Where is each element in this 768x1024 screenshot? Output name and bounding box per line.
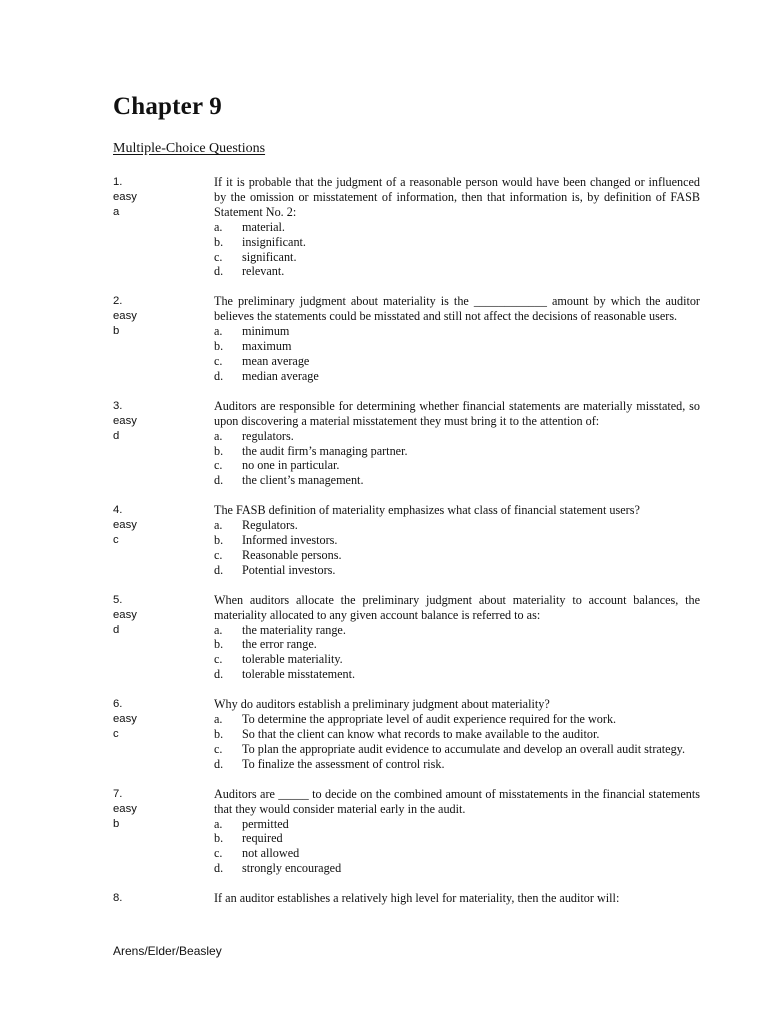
question-body: [214, 399, 700, 488]
answer-option: [214, 444, 700, 459]
question-difficulty: easy: [113, 802, 137, 815]
option-text: the error range.: [242, 637, 317, 652]
answer-option: [214, 518, 700, 533]
question-answer: d: [113, 623, 120, 636]
option-letter: c.: [214, 652, 223, 667]
option-text: no one in particular.: [242, 458, 340, 473]
option-text: tolerable materiality.: [242, 652, 343, 667]
option-text: minimum: [242, 324, 290, 339]
question-body: [214, 593, 700, 682]
section-heading: Multiple-Choice Questions: [113, 141, 266, 156]
question-item: [113, 175, 701, 279]
option-letter: b.: [214, 727, 224, 741]
question-number: 6.: [113, 698, 123, 711]
answer-option: [214, 235, 700, 250]
option-letter: c.: [214, 353, 223, 368]
page-footer: Arens/Elder/Beasley: [113, 944, 222, 958]
answer-option: [214, 458, 700, 473]
answer-option: [214, 548, 700, 563]
question-number: 7.: [113, 787, 123, 800]
answer-option: [214, 712, 700, 727]
answer-option: [214, 623, 700, 638]
question-answer: b: [113, 325, 120, 338]
option-text: insignificant.: [242, 234, 306, 249]
option-letter: b.: [214, 637, 224, 652]
answer-option: [214, 817, 700, 832]
question-meta: [113, 175, 203, 220]
option-text: relevant.: [242, 264, 285, 279]
question-difficulty: easy: [113, 713, 137, 726]
question-meta: [113, 593, 203, 638]
question-answer: d: [113, 429, 120, 442]
option-text: the audit firm’s managing partner.: [242, 443, 408, 458]
option-letter: b.: [214, 443, 224, 458]
answer-option: [214, 861, 700, 876]
question-difficulty: easy: [113, 414, 137, 427]
option-text: Reasonable persons.: [242, 547, 342, 562]
answer-option: [214, 339, 700, 354]
option-letter: b.: [214, 831, 224, 846]
option-letter: a.: [214, 428, 223, 443]
option-text: not allowed: [242, 846, 300, 861]
answer-option: [214, 846, 700, 861]
answer-option: [214, 220, 700, 235]
question-stem: When auditors allocate the preliminary judgment about materiality to account balances, the materiality allocated to any given account balance is referred to as:: [214, 592, 700, 622]
question-item: [113, 294, 701, 383]
question-meta: [113, 697, 203, 742]
question-body: [214, 697, 700, 772]
answer-option: [214, 533, 700, 548]
question-meta: [113, 787, 203, 832]
question-meta: [113, 503, 203, 548]
option-text: To plan the appropriate audit evidence to accumulate and develop an overall audit strategy.: [242, 741, 686, 756]
question-difficulty: easy: [113, 310, 137, 323]
answer-option: [214, 667, 700, 682]
option-text: required: [242, 831, 283, 846]
answer-option: [214, 563, 700, 578]
question-item: [113, 399, 701, 488]
question-item: [113, 787, 701, 876]
option-letter: d.: [214, 756, 224, 771]
question-stem: The FASB definition of materiality emphasizes what class of financial statement users?: [214, 503, 640, 518]
option-letter: d.: [214, 861, 224, 876]
option-letter: d.: [214, 264, 224, 279]
question-difficulty: [113, 906, 203, 921]
option-text: strongly encouraged: [242, 861, 342, 876]
option-text: maximum: [242, 339, 292, 354]
option-text: the client’s management.: [242, 473, 364, 488]
option-text: To determine the appropriate level of audit experience required for the work.: [242, 712, 617, 727]
question-body: [214, 891, 700, 906]
question-meta: [113, 891, 203, 936]
answer-option: [214, 652, 700, 667]
option-letter: b.: [214, 234, 224, 249]
question-difficulty: easy: [113, 519, 137, 532]
question-answer: [113, 921, 203, 936]
option-letter: a.: [214, 324, 223, 339]
question-answer: a: [113, 205, 120, 218]
option-letter: c.: [214, 547, 223, 562]
option-letter: d.: [214, 473, 224, 488]
chapter-title: Chapter 9: [113, 93, 222, 120]
question-meta: [113, 399, 203, 444]
answer-option: [214, 429, 700, 444]
option-letter: c.: [214, 458, 223, 473]
question-stem: The preliminary judgment about materiality is the ____________ amount by which the auditor believes the statements could be misstated and still not affect the decisions of reasonable users.: [214, 294, 700, 324]
option-text: material.: [242, 219, 285, 234]
question-number: 1.: [113, 176, 123, 188]
answer-option: [214, 742, 700, 757]
option-text: So that the client can know what records to make available to the auditor.: [242, 727, 600, 741]
option-text: mean average: [242, 353, 310, 368]
answer-option: [214, 369, 700, 384]
option-letter: d.: [214, 667, 224, 682]
question-stem: Auditors are _____ to decide on the combined amount of misstatements in the financial statements that they would consider material early in the audit.: [214, 786, 700, 816]
question-answer: c: [113, 534, 119, 546]
question-stem: Why do auditors establish a preliminary judgment about materiality?: [214, 697, 550, 712]
answer-option: [214, 354, 700, 369]
option-letter: c.: [214, 846, 223, 861]
question-difficulty: easy: [113, 190, 137, 203]
question-item: [113, 503, 701, 578]
question-item: [113, 697, 701, 772]
option-letter: c.: [214, 741, 223, 756]
option-text: Potential investors.: [242, 562, 336, 577]
option-letter: b.: [214, 533, 224, 548]
question-answer: c: [113, 727, 119, 740]
question-number: 8.: [113, 892, 123, 905]
question-body: [214, 503, 700, 578]
answer-option: [214, 264, 700, 279]
option-text: permitted: [242, 816, 289, 831]
option-text: significant.: [242, 249, 297, 264]
option-letter: a.: [214, 816, 223, 831]
question-number: 5.: [113, 593, 123, 606]
question-body: [214, 175, 700, 279]
answer-option: [214, 757, 700, 772]
question-meta: [113, 294, 203, 339]
answer-option: [214, 324, 700, 339]
question-answer: b: [113, 817, 120, 830]
question-stem: If an auditor establishes a relatively high level for materiality, then the auditor will:: [214, 891, 620, 906]
answer-option: [214, 831, 700, 846]
question-number: 4.: [113, 504, 123, 517]
option-letter: a.: [214, 219, 223, 234]
question-item: [113, 593, 701, 682]
question-stem: Auditors are responsible for determining whether financial statements are materially misstated, so upon discovering a material misstatement they must bring it to the attention of:: [214, 398, 700, 428]
answer-option: [214, 637, 700, 652]
question-item: [113, 891, 701, 906]
question-body: [214, 294, 700, 383]
answer-option: [214, 250, 700, 265]
option-letter: d.: [214, 562, 224, 577]
option-text: Regulators.: [242, 518, 298, 533]
answer-option: [214, 473, 700, 488]
option-text: Informed investors.: [242, 533, 338, 548]
question-number: 2.: [113, 295, 123, 308]
option-letter: a.: [214, 518, 223, 533]
option-letter: c.: [214, 249, 223, 264]
option-letter: d.: [214, 368, 224, 383]
option-text: regulators.: [242, 428, 294, 443]
question-list: [113, 175, 701, 906]
option-text: median average: [242, 368, 319, 383]
option-text: the materiality range.: [242, 622, 346, 637]
question-difficulty: easy: [113, 608, 137, 621]
question-body: [214, 787, 700, 876]
answer-option: [214, 727, 700, 742]
question-number: 3.: [113, 399, 123, 412]
option-letter: a.: [214, 622, 223, 637]
option-letter: a.: [214, 712, 223, 727]
option-text: To finalize the assessment of control risk.: [242, 756, 445, 771]
option-text: tolerable misstatement.: [242, 667, 356, 682]
option-letter: b.: [214, 339, 224, 354]
question-stem: If it is probable that the judgment of a reasonable person would have been changed or influenced by the omission or misstatement of information, then that information is, by definition of FASB Statement No. 2:: [214, 175, 700, 219]
